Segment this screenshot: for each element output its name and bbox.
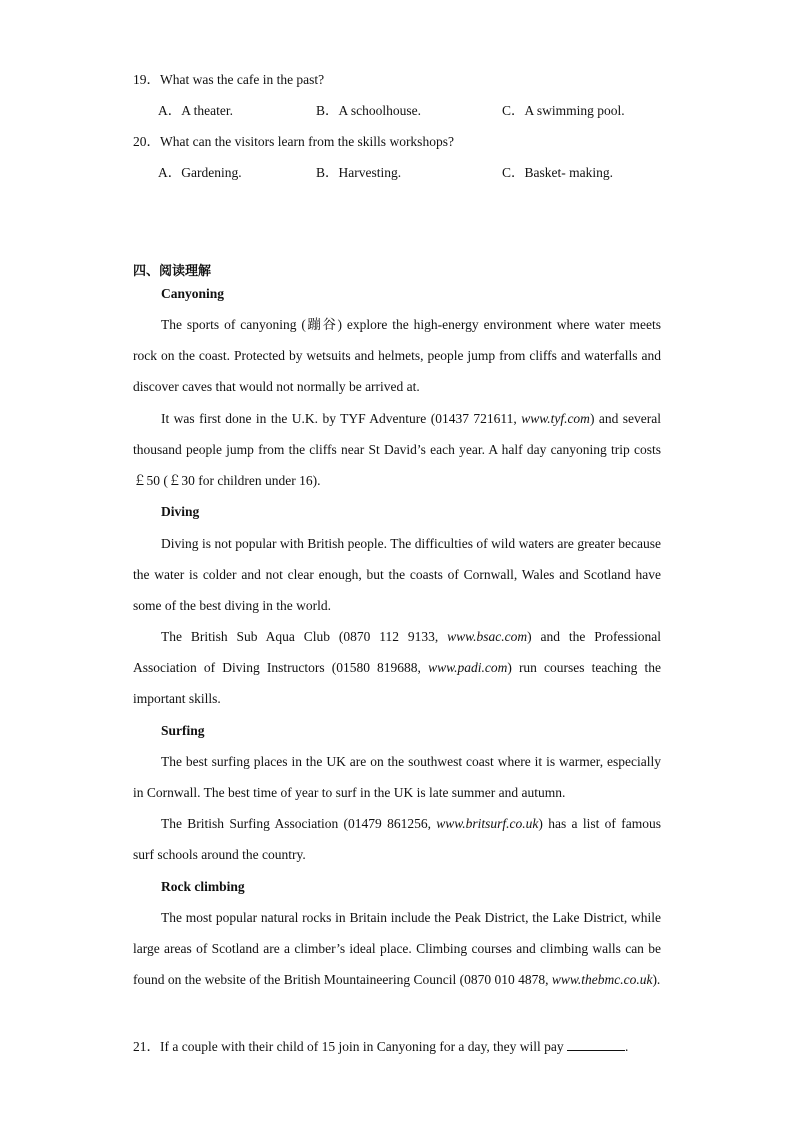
question-19-option-a: A．A theater. — [158, 103, 233, 118]
question-20-option-b: B．Harvesting. — [316, 165, 402, 180]
diving-paragraph-1: Diving is not popular with British people. The difficulties of wild waters are greater because the water is colder and not clear enough, but the coasts of Cornwall, Wales and Scotland have some of the best diving in the world. — [133, 536, 661, 614]
question-19-option-b: B．A schoolhouse. — [316, 103, 422, 118]
bsac-link: www.bsac.com — [447, 629, 528, 644]
canyoning-paragraph-1: The sports of canyoning (蹦谷) explore the high-energy environment where water meets rock on the coast. Protected by wetsuits and helmets, people jump from cliffs and waterfalls and discover caves that would not normally be arrived at. — [133, 317, 661, 395]
bmc-link: www.thebmc.co.uk — [551, 972, 653, 988]
surfing-title: Surfing — [161, 723, 205, 738]
question-20-option-a: A．Gardening. — [158, 165, 242, 180]
canyoning-paragraph-2: It was first done in the U.K. by TYF Adventure (01437 721611, www.tyf.com) and several thousand people jump from the cliffs near St David’s each year. A half day canyoning trip costs ￡50 (￡30 for children under 16). — [133, 411, 661, 489]
diving-title: Diving — [161, 504, 200, 519]
rock-climbing-paragraph-1: The most popular natural rocks in Britain include the Peak District, the Lake District, while large areas of Scotland are a climber’s ideal place. Climbing courses and climbing walls can be found on the website of the British Mountaineering Council (0870 010 4878, www.thebmc.co.uk). — [133, 910, 661, 988]
answer-blank[interactable] — [567, 1038, 625, 1051]
tyf-link: www.tyf.com — [521, 411, 590, 426]
question-21-stem: 21．If a couple with their child of 15 join in Canyoning for a day, they will pay . — [133, 1039, 629, 1054]
surfing-paragraph-1: The best surfing places in the UK are on the southwest coast where it is warmer, especially in Cornwall. The best time of year to surf in the UK is late summer and autumn. — [133, 754, 661, 801]
padi-link: www.padi.com — [428, 660, 508, 676]
diving-paragraph-2: The British Sub Aqua Club (0870 112 9133, www.bsac.com) and the Professional Association of Diving Instructors (01580 819688, www.padi.com) run courses teaching the important skills. — [133, 629, 661, 707]
rock-climbing-title: Rock climbing — [161, 879, 245, 894]
section-heading: 四、阅读理解 — [133, 264, 212, 279]
question-20-option-c: C．Basket- making. — [502, 165, 613, 180]
question-19-option-c: C．A swimming pool. — [502, 103, 625, 118]
britsurf-link: www.britsurf.co.uk — [436, 816, 539, 831]
question-19-stem: 19．What was the cafe in the past? — [133, 72, 325, 87]
surfing-paragraph-2: The British Surfing Association (01479 861256, www.britsurf.co.uk) has a list of famous surf schools around the country. — [133, 816, 661, 863]
canyoning-title: Canyoning — [161, 286, 225, 301]
question-20-stem: 20．What can the visitors learn from the skills workshops? — [133, 134, 454, 149]
